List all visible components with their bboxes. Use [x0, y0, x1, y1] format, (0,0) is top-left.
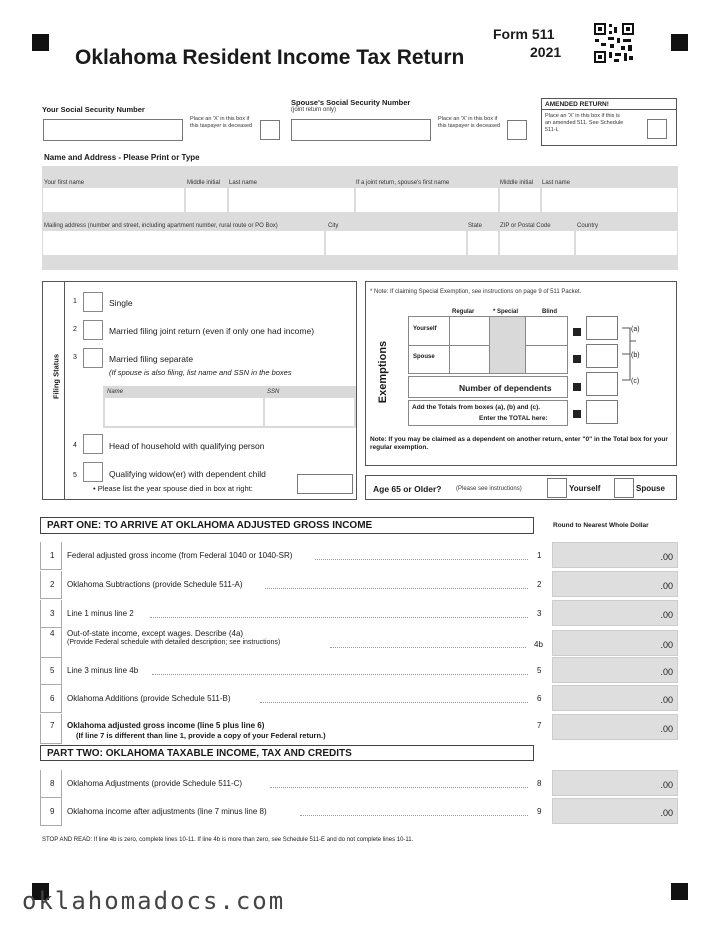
line-6-text: Oklahoma Additions (provide Schedule 511-B) [67, 694, 231, 703]
exemptions-label: Exemptions [377, 340, 389, 404]
regular-col-label: Regular [452, 309, 475, 315]
line-3-amount-field[interactable]: .00 [552, 600, 678, 626]
spouse-middle-initial-field[interactable] [500, 188, 540, 212]
equals-icon [573, 410, 581, 418]
filing-status-joint-label: Married filing joint return (even if only one had income) [109, 326, 315, 336]
filing-status-widow-label: Qualifying widow(er) with dependent child [109, 469, 266, 479]
line-item: 1 Federal adjusted gross income (from Federal 1040 or 1040-SR) 1 .00 [40, 542, 678, 570]
qualifying-widow-checkbox[interactable] [83, 462, 103, 482]
yourself-row-label: Yourself [413, 326, 437, 332]
filing-status-hoh-label: Head of household with qualifying person [109, 441, 265, 451]
dependent-note: Note: If you may be claimed as a dependent on another return, enter "0" in the Total box for your regular exemption. [370, 436, 668, 451]
spouse-last-name-field[interactable] [542, 188, 677, 212]
line-4-text: Out-of-state income, except wages. Describe (4a) [67, 629, 244, 638]
filing-status-separate-label: Married filing separate [109, 354, 194, 364]
line-item: 6 Oklahoma Additions (provide Schedule 511-B) 6 .00 [40, 685, 678, 713]
taxpayer-deceased-checkbox[interactable] [260, 120, 280, 140]
line-item: 8 Oklahoma Adjustments (provide Schedule 511-C) 8 .00 [40, 770, 678, 798]
separate-spouse-name-field[interactable] [105, 398, 263, 426]
deceased-note: Place an 'X' in this box if this taxpayer is deceased [190, 116, 253, 129]
age-65-yourself-checkbox[interactable] [547, 478, 567, 498]
line-7-amount-field[interactable]: .00 [552, 714, 678, 740]
form-year: 2021 [530, 44, 562, 60]
amended-note: Place an 'X' in this box if this is an amended 511. See Schedule 511-L [545, 113, 624, 133]
name-address-title: Name and Address - Please Print or Type [44, 153, 200, 162]
city-label: City [328, 223, 339, 229]
spouse-name-col-label: Name [107, 389, 124, 395]
spouse-ssn-label: Spouse's Social Security Number [291, 98, 411, 107]
spouse-last-name-label: Last name [542, 180, 571, 186]
yourself-regular-field[interactable] [453, 321, 485, 341]
filing-status-label: Filing Status [51, 354, 61, 399]
exemption-box-c[interactable] [586, 372, 618, 396]
spouse-death-year-field[interactable] [297, 474, 353, 494]
line-5-text: Line 3 minus line 4b [67, 666, 139, 675]
totals-line1: Add the Totals from boxes (a), (b) and (c). [412, 404, 541, 411]
stop-and-read-note: STOP AND READ: If line 4b is zero, complete lines 10-11. If line 4b is more than zero, see Schedule 511-E and do not complete lines 10-11. [42, 837, 414, 843]
married-separate-checkbox[interactable] [83, 348, 103, 368]
line-9-amount-field[interactable]: .00 [552, 798, 678, 824]
registration-mark [671, 883, 688, 900]
line-8-amount-field[interactable]: .00 [552, 770, 678, 796]
line-8-text: Oklahoma Adjustments (provide Schedule 511-C) [67, 779, 243, 788]
spouse-first-name-field[interactable] [356, 188, 498, 212]
special-col-label: * Special [493, 309, 519, 315]
age-65-spouse-checkbox[interactable] [614, 478, 634, 498]
amended-title: AMENDED RETURN! [542, 99, 676, 110]
line-item: 9 Oklahoma income after adjustments (line 7 minus line 8) 9 .00 [40, 798, 678, 826]
bracket-c-label: (c) [631, 378, 640, 385]
registration-mark [32, 34, 49, 51]
filing-status-single-label: Single [109, 298, 133, 308]
equals-icon [573, 383, 581, 391]
widow-note: • Please list the year spouse died in box at right: [93, 484, 253, 493]
exemption-box-a[interactable] [586, 316, 618, 340]
part-one-title: PART ONE: TO ARRIVE AT OKLAHOMA ADJUSTED GROSS INCOME [47, 520, 373, 531]
middle-initial-label: Middle initial [187, 180, 221, 186]
married-joint-checkbox[interactable] [83, 320, 103, 340]
spouse-middle-initial-label: Middle initial [500, 180, 534, 186]
mailing-address-field[interactable] [43, 231, 324, 255]
line-5-amount-field[interactable]: .00 [552, 657, 678, 683]
form-title: Oklahoma Resident Income Tax Return [75, 46, 465, 69]
filing-status-section [42, 281, 357, 500]
age-65-label: Age 65 or Older? [373, 484, 442, 494]
yourself-special-field[interactable] [493, 321, 521, 341]
last-name-label: Last name [229, 180, 258, 186]
equals-icon [573, 355, 581, 363]
line-4-text2: (Provide Federal schedule with detailed description; see instructions) [67, 639, 281, 646]
exemption-box-b[interactable] [586, 344, 618, 368]
zip-label: ZIP or Postal Code [500, 223, 551, 229]
state-field[interactable] [468, 231, 498, 255]
head-of-household-checkbox[interactable] [83, 434, 103, 454]
spouse-deceased-note: Place an 'X' in this box if this taxpayer is deceased [438, 116, 501, 129]
age-65-section [365, 475, 677, 500]
first-name-field[interactable] [43, 188, 184, 212]
line-3-text: Line 1 minus line 2 [67, 609, 134, 618]
line-item: 4 Out-of-state income, except wages. Describe (4a) (Provide Federal schedule with detailed description; see instructions) 4b .00 [40, 628, 678, 658]
amended-return-box [541, 98, 677, 146]
special-exemption-note: * Note: If claiming Special Exemption, see instructions on page 9 of 511 Packet. [370, 289, 582, 295]
age-65-spouse-label: Spouse [636, 484, 665, 493]
line-item: 3 Line 1 minus line 2 3 .00 [40, 600, 678, 628]
line-item: 5 Line 3 minus line 4b 5 .00 [40, 657, 678, 685]
country-field[interactable] [576, 231, 677, 255]
exemption-total-field[interactable] [586, 400, 618, 424]
name-address-block [42, 166, 678, 270]
single-checkbox[interactable] [83, 292, 103, 312]
zip-field[interactable] [500, 231, 574, 255]
spouse-row-label: Spouse [413, 354, 435, 360]
first-name-label: Your first name [44, 180, 85, 186]
spouse-blind-field[interactable] [529, 349, 563, 369]
filing-status-num: 4 [73, 442, 77, 449]
line-2-amount-field[interactable]: .00 [552, 571, 678, 597]
filing-status-num: 2 [73, 326, 77, 333]
spouse-deceased-checkbox[interactable] [507, 120, 527, 140]
line-7-text: Oklahoma adjusted gross income (line 5 plus line 6) [67, 721, 265, 730]
filing-status-num: 5 [73, 472, 77, 479]
totals-line2: Enter the TOTAL here: [479, 415, 548, 422]
middle-initial-field[interactable] [186, 188, 227, 212]
city-field[interactable] [326, 231, 466, 255]
spouse-special-field[interactable] [493, 349, 521, 369]
separate-spouse-ssn-field[interactable] [265, 398, 354, 426]
separate-note: (If spouse is also filing, list name and SSN in the boxes [109, 368, 292, 377]
part-two-title: PART TWO: OKLAHOMA TAXABLE INCOME, TAX AND CREDITS [47, 748, 352, 759]
spouse-first-name-label: If a joint return, spouse's first name [356, 180, 450, 186]
spouse-ssn-field[interactable] [291, 119, 431, 141]
watermark: oklahomadocs.com [22, 887, 286, 915]
mailing-address-label: Mailing address (number and street, including apartment number, rural route or PO Box) [44, 223, 278, 229]
country-label: Country [577, 223, 599, 229]
line-4b-amount-field[interactable]: .00 [552, 630, 678, 656]
spouse-ssn-col-label: SSN [267, 389, 280, 395]
line-9-text: Oklahoma income after adjustments (line 7 minus line 8) [67, 807, 267, 816]
filing-status-num: 3 [73, 354, 77, 361]
age-65-sub: (Please see instructions) [456, 486, 522, 492]
line-1-amount-field[interactable]: .00 [552, 542, 678, 568]
age-65-yourself-label: Yourself [569, 484, 601, 493]
qr-code-icon [593, 22, 635, 64]
bracket-b-label: (b) [631, 352, 640, 359]
dependents-label: Number of dependents [459, 383, 552, 393]
form-number: Form 511 [493, 26, 555, 42]
amended-checkbox[interactable] [647, 119, 667, 139]
round-note: Round to Nearest Whole Dollar [553, 522, 649, 529]
last-name-field[interactable] [229, 188, 354, 212]
line-2-text: Oklahoma Subtractions (provide Schedule 511-A) [67, 580, 243, 589]
line-1-text: Federal adjusted gross income (from Federal 1040 or 1040-SR) [67, 551, 293, 560]
exemptions-section [365, 281, 677, 466]
equals-icon [573, 328, 581, 336]
ssn-label: Your Social Security Number [42, 105, 145, 114]
line-7-text2: (If line 7 is different than line 1, provide a copy of your Federal return.) [76, 731, 326, 740]
registration-mark [671, 34, 688, 51]
filing-status-num: 1 [73, 298, 77, 305]
spouse-regular-field[interactable] [453, 349, 485, 369]
state-label: State [468, 223, 483, 229]
spouse-ssn-sub: (joint return only) [291, 107, 337, 113]
blind-col-label: Blind [542, 309, 557, 315]
line-item: 7 Oklahoma adjusted gross income (line 5 plus line 6) (If line 7 is different than line 1, provide a copy of your Federal return.) 7 .00 [40, 714, 678, 744]
line-item: 2 Oklahoma Subtractions (provide Schedule 511-A) 2 .00 [40, 571, 678, 599]
line-6-amount-field[interactable]: .00 [552, 685, 678, 711]
ssn-field[interactable] [43, 119, 183, 141]
yourself-blind-field[interactable] [529, 321, 563, 341]
bracket-a-label: (a) [631, 326, 640, 333]
